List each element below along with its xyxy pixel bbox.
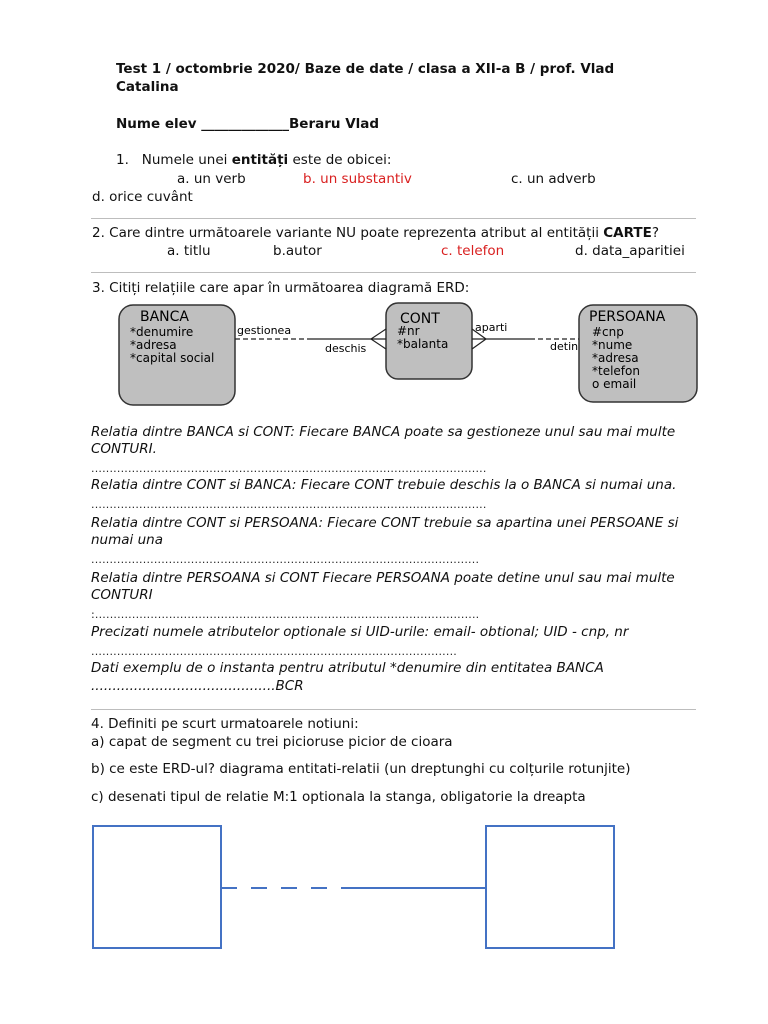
label-deschis: deschis [325, 342, 367, 355]
banca-attr-denumire: *denumire [130, 325, 194, 339]
q2-text-bold: CARTE [603, 225, 652, 241]
q3-rel1-line1: Relatia dintre BANCA si CONT: Fiecare BANCA poate sa gestioneze unul sau mai multe [91, 424, 676, 440]
q2-option-a: a. titlu [167, 243, 211, 259]
q2-text-after: ? [651, 225, 660, 241]
entity-cont-name: CONT [400, 311, 440, 327]
q3-rel4-line1: Relatia dintre PERSOANA si CONT Fiecare PERSOANA poate detine unul sau mai multe [91, 570, 675, 586]
test-title-line2: Catalina [116, 79, 179, 95]
answer-dots: ........................................................................................................... [91, 462, 487, 475]
persoana-attr-nume: *nume [592, 338, 633, 352]
q2-text-before: 2. Care dintre următoarele variante NU poate reprezenta atribut al entității [92, 225, 604, 241]
q3-rel3-line2: numai una [91, 532, 163, 548]
q3-intro: 3. Citiți relațiile care apar în următoarea diagramă ERD: [92, 280, 470, 296]
answer-dots: :........................................................................................................ [91, 608, 480, 621]
cont-attr-balanta: *balanta [397, 337, 449, 351]
q4-item-a: a) capat de segment cu trei picioruse picior de cioara [91, 734, 453, 750]
q3-rel2: Relatia dintre CONT si BANCA: Fiecare CONT trebuie deschis la o BANCA si numai una. [91, 477, 677, 493]
q1-text-after: este de obicei: [288, 152, 392, 168]
q1-number: 1. [116, 152, 129, 168]
q2-option-c-answer: c. telefon [441, 243, 505, 259]
label-detin: detin [550, 340, 579, 353]
q1-option-a: a. un verb [177, 171, 246, 187]
q3-instance-question: Dati exemplu de o instanta pentru atributul *denumire din entitatea BANCA [91, 660, 604, 676]
q2-option-d: d. data_aparitiei [575, 243, 685, 259]
right-entity-box [486, 826, 614, 948]
persoana-attr-email: o email [592, 377, 637, 391]
q1-option-b-answer: b. un substantiv [303, 171, 412, 187]
answer-dots: ................................................................................................... [91, 645, 457, 658]
entity-persoana-name: PERSOANA [589, 309, 666, 325]
answer-dots: ......................................................................................................... [91, 553, 480, 566]
q3-rel4-line2: CONTURI [91, 587, 153, 603]
q3-optional-attrs: Precizati numele atributelor optionale si UID-urile: email- obtional; UID - cnp, nr [91, 624, 629, 640]
q4-item-b: b) ce este ERD-ul? diagrama entitati-relatii (un dreptunghi cu colțurile rotunjite) [91, 761, 631, 777]
q1-option-c: c. un adverb [511, 171, 596, 187]
test-title-line1: Test 1 / octombrie 2020/ Baze de date / clasa a XII-a B / prof. Vlad [116, 61, 615, 77]
left-entity-box [93, 826, 221, 948]
banca-attr-capital: *capital social [130, 351, 215, 365]
q4-intro: 4. Definiti pe scurt urmatoarele notiuni: [91, 716, 359, 732]
q1-text-bold: entități [231, 152, 289, 168]
q4-item-c: c) desenati tipul de relatie M:1 optionala la stanga, obligatorie la dreapta [91, 789, 586, 805]
q3-rel3-line1: Relatia dintre CONT si PERSOANA: Fiecare CONT trebuie sa apartina unei PERSOANE si [91, 515, 679, 531]
student-name-line: Nume elev _____________Beraru Vlad [116, 116, 380, 132]
banca-attr-adresa: *adresa [130, 338, 177, 352]
q3-rel1-line2: CONTURI. [91, 441, 157, 457]
label-gestionea: gestionea [237, 324, 292, 337]
q3-instance-answer: ...........................................BCR [91, 678, 304, 694]
answer-dots: ........................................................................................................... [91, 498, 487, 511]
entity-banca-name: BANCA [140, 309, 190, 325]
persoana-attr-cnp: #cnp [592, 325, 624, 339]
persoana-attr-adresa: *adresa [592, 351, 639, 365]
label-aparti: aparti [475, 321, 508, 334]
q1-text-before: Numele unei [141, 152, 232, 168]
q1-option-d: d. orice cuvânt [92, 189, 193, 205]
persoana-attr-telefon: *telefon [592, 364, 640, 378]
cont-attr-nr: #nr [397, 324, 420, 338]
q2-option-b: b.autor [273, 243, 322, 259]
